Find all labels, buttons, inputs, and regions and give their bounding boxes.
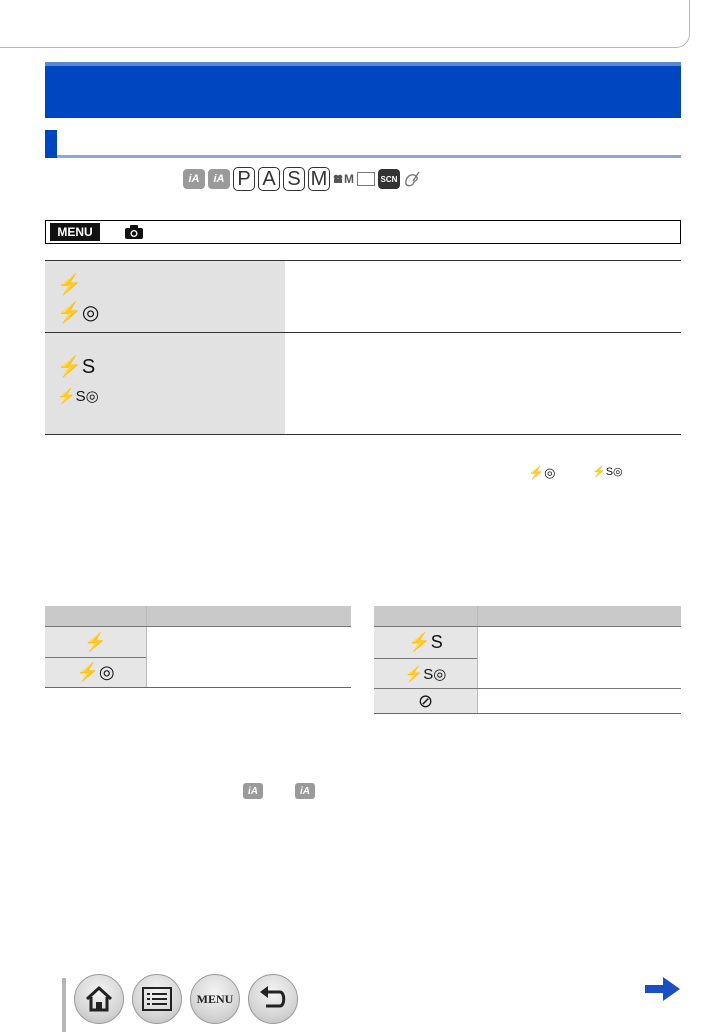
- contents-list-icon: [142, 987, 172, 1011]
- menu-path-bar: [45, 220, 681, 244]
- bottom-divider: [62, 978, 66, 1032]
- program-mode-icon: P: [233, 167, 255, 191]
- slow-sync-icon: ⚡S: [408, 632, 443, 652]
- forced-flash-icon: ⚡: [84, 631, 107, 652]
- redeye-flash-inline-icon: ⚡◎: [528, 465, 556, 480]
- table-header: [374, 606, 681, 626]
- forced-flash-redeye-icon: ⚡◎: [76, 662, 115, 682]
- menu-button[interactable]: [190, 974, 240, 1024]
- table-row-line: [477, 688, 681, 689]
- slow-sync-redeye-icon: ⚡S◎: [404, 665, 447, 683]
- intelligent-auto-plus-inline-icon: iA: [295, 783, 315, 799]
- flash-off-icon: ⊘: [417, 690, 434, 711]
- flash-mode-options-table: [45, 260, 681, 435]
- table-row-line: [477, 626, 681, 627]
- shutter-speed-table-right: [374, 606, 681, 714]
- intelligent-auto-plus-icon: iA: [208, 169, 230, 189]
- section-title-band: [45, 62, 681, 118]
- intelligent-auto-icon: iA: [183, 169, 205, 189]
- table-header: [45, 606, 351, 626]
- menu-button-label: MENU: [196, 991, 234, 1006]
- menu-badge: MENU: [50, 223, 100, 241]
- camera-icon: [124, 224, 144, 240]
- shutter-speed-table-left: [45, 606, 351, 688]
- home-icon: [83, 984, 115, 1014]
- home-button[interactable]: [74, 974, 124, 1024]
- back-arrow-icon: [258, 986, 288, 1012]
- slow-sync-redeye-icon: ⚡S◎: [57, 388, 99, 405]
- table-row-line: [146, 626, 351, 627]
- recording-mode-icons: [183, 167, 421, 191]
- forced-flash-icon: ⚡: [57, 274, 82, 296]
- forced-flash-row: [45, 626, 146, 657]
- manual-mode-icon: M: [308, 167, 330, 191]
- creative-video-icon: M: [333, 169, 354, 189]
- slow-sync-row: [374, 626, 477, 658]
- shutter-mode-icon: S: [283, 167, 305, 191]
- back-button[interactable]: [248, 974, 298, 1024]
- subsection-underline: [57, 155, 681, 158]
- slow-sync-icon: ⚡S: [57, 356, 96, 378]
- flash-off-row: [374, 688, 477, 713]
- creative-control-icon: [403, 169, 421, 189]
- option-cell-slow-sync: [45, 333, 285, 434]
- forced-flash-redeye-row: [45, 657, 146, 687]
- aperture-mode-icon: A: [258, 167, 280, 191]
- option-cell-forced-flash: [45, 261, 285, 332]
- slow-sync-redeye-row: [374, 658, 477, 688]
- forced-flash-redeye-icon: ⚡◎: [57, 302, 100, 324]
- scene-guide-icon: SCN: [378, 169, 400, 189]
- panorama-icon: [357, 172, 375, 186]
- page-frame: [0, 0, 690, 48]
- slow-sync-redeye-inline-icon: ⚡S◎: [592, 466, 623, 478]
- next-page-arrow-icon[interactable]: [645, 976, 681, 1002]
- contents-button[interactable]: [132, 974, 182, 1024]
- subsection-marker: [45, 130, 57, 158]
- intelligent-auto-inline-icon: iA: [243, 783, 263, 799]
